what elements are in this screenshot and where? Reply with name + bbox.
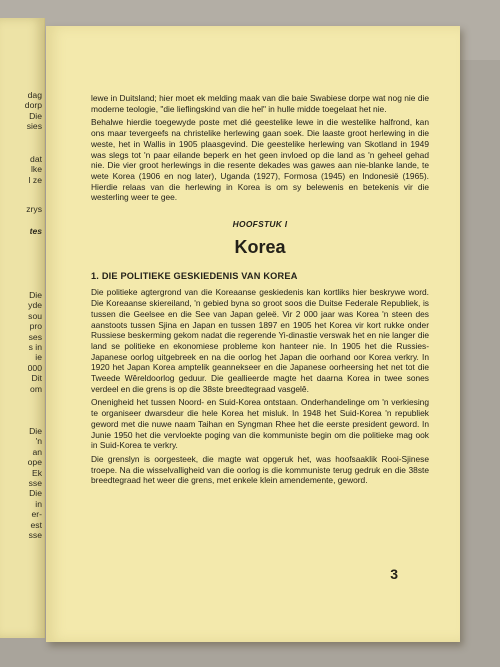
left-page-fragment bbox=[2, 426, 42, 540]
fragment-line: ses bbox=[28, 331, 42, 342]
left-page-fragment bbox=[2, 154, 42, 185]
fragment-line: sou bbox=[28, 310, 42, 321]
fragment-line: est bbox=[30, 519, 42, 530]
fragment-line: sse bbox=[28, 478, 42, 489]
fragment-line: ie bbox=[35, 352, 42, 363]
left-page-fragment bbox=[2, 290, 42, 394]
book-page bbox=[46, 26, 460, 642]
fragment-line: Die bbox=[29, 110, 42, 121]
fragment-line: s in bbox=[28, 342, 42, 353]
fragment-line: er- bbox=[31, 509, 42, 520]
fragment-line: Die bbox=[29, 290, 42, 300]
fragment-line: lke bbox=[31, 164, 42, 175]
fragment-line: sies bbox=[26, 121, 42, 132]
left-page-fragment bbox=[2, 226, 42, 236]
paragraph: Die grenslyn is oorgesteek, die magte wat opgeruk het, was hoofsaaklik Rooi-Sjinese troepe. Na die wisselvalligheid van die oorlog is die kommuniste terug gedruk en die 38ste breedtegraad het weer die grens, met enkele klein amendemente, geword. bbox=[91, 453, 429, 486]
fragment-line: 000 bbox=[27, 362, 42, 373]
left-page-fragment bbox=[2, 204, 42, 214]
chapter-label: HOOFSTUK I bbox=[232, 219, 288, 230]
fragment-line: Die bbox=[29, 488, 42, 499]
chapter-title: Korea bbox=[234, 236, 286, 257]
fragment-line: dat bbox=[30, 154, 42, 164]
fragment-line: tes bbox=[29, 226, 42, 236]
fragment-line: l ze bbox=[28, 174, 42, 185]
fragment-line: Ek bbox=[31, 467, 42, 478]
fragment-line: Dit bbox=[31, 373, 42, 384]
fragment-line: ope bbox=[27, 457, 42, 468]
page-text bbox=[91, 93, 429, 489]
fragment-line: dorp bbox=[24, 100, 42, 111]
fragment-line: dag bbox=[27, 90, 42, 100]
fragment-line: pro bbox=[29, 321, 42, 332]
fragment-line: sse bbox=[28, 530, 42, 541]
fragment-line: yde bbox=[28, 300, 42, 311]
page-number: 3 bbox=[390, 566, 398, 582]
paragraph: Onenigheid het tussen Noord- en Suid-Korea ontstaan. Onderhandelinge om 'n verkiesing te organiseer dwarsdeur die hele Korea het misluk. In 1948 het Suid-Korea 'n republiek geword met die nuwe naam Taihan en Syngman Rhee het die eerste president geword. In Junie 1950 het die vervloekte poging van die kommuniste begin om die politieke mag ook in Suid-Korea te verkry. bbox=[91, 397, 429, 451]
fragment-line: an bbox=[32, 446, 42, 457]
fragment-line: in bbox=[35, 498, 42, 509]
left-page-edge bbox=[0, 18, 45, 638]
fragment-line: 'n bbox=[35, 436, 42, 447]
fragment-line: zrys bbox=[26, 204, 42, 214]
fragment-line: om bbox=[30, 383, 42, 394]
paragraph: Behalwe hierdie toegewyde poste met dié geestelike lewe in die westelike halfrond, kan ons maar tevergeefs na christelike herlewing gaan soek. Die laaste groot herlewing in die weste, het in Wallis in 1905 plaasgevind. Die geestelike herlewing van Skotland in 1949 was slegs tot 'n paar eilande beperk en het geen invloed op die land as 'n geheel gehad nie. Die vier groot herlewings in die resente dekades was gawes aan nie-blanke lande, te wete Korea (1906 en nog later), Uganda (1927), Formosa (1945) en Indonesië (1965). Hierdie relaas van die herlewing in Korea is om sy belewenis en betekenis vir die westerling weer te gee. bbox=[91, 117, 429, 203]
left-page-fragment bbox=[2, 90, 42, 132]
section-heading: 1. DIE POLITIEKE GESKIEDENIS VAN KOREA bbox=[91, 270, 298, 281]
paragraph: Die politieke agtergrond van die Koreaanse geskiedenis kan kortliks hier beskrywe word. Die Koreaanse skiereiland, 'n gebied byna so groot soos die Duitse Federale Republiek, is tussen die Geelsee en die See van Japan geleë. Vir 2 000 jaar was Korea 'n steen des aanstoots tussen Sjina en Japan en tussen 1897 en 1905 het Korea vir kort rukke onder Russiese beskerming gekom nadat die regerende Yi-dinastie verswak het en nie langer die land se politieke en ekonomiese probleme kon hanteer nie. In 1905 het die Russies-Japanese oorlog uitgebreek en na die oorlog het Japan die oorhand oor Korea verkry. In 1920 het Japan Korea amptelik geannekseer en die Japanese oorheersing het net tot die Tweede Wêreldoorlog geduur. Die geallieerde magte het daarna Korea in twee sones verdeel en die grens is op die 38ste breedtegraad vasgelê. bbox=[91, 287, 429, 394]
fragment-line: Die bbox=[29, 426, 42, 436]
paragraph: lewe in Duitsland; hier moet ek melding maak van die baie Swabiese dorpe wat nog nie die moderne teologie, "die lieflingskind van die hel" in hulle midde toegelaat het nie. bbox=[91, 93, 429, 114]
